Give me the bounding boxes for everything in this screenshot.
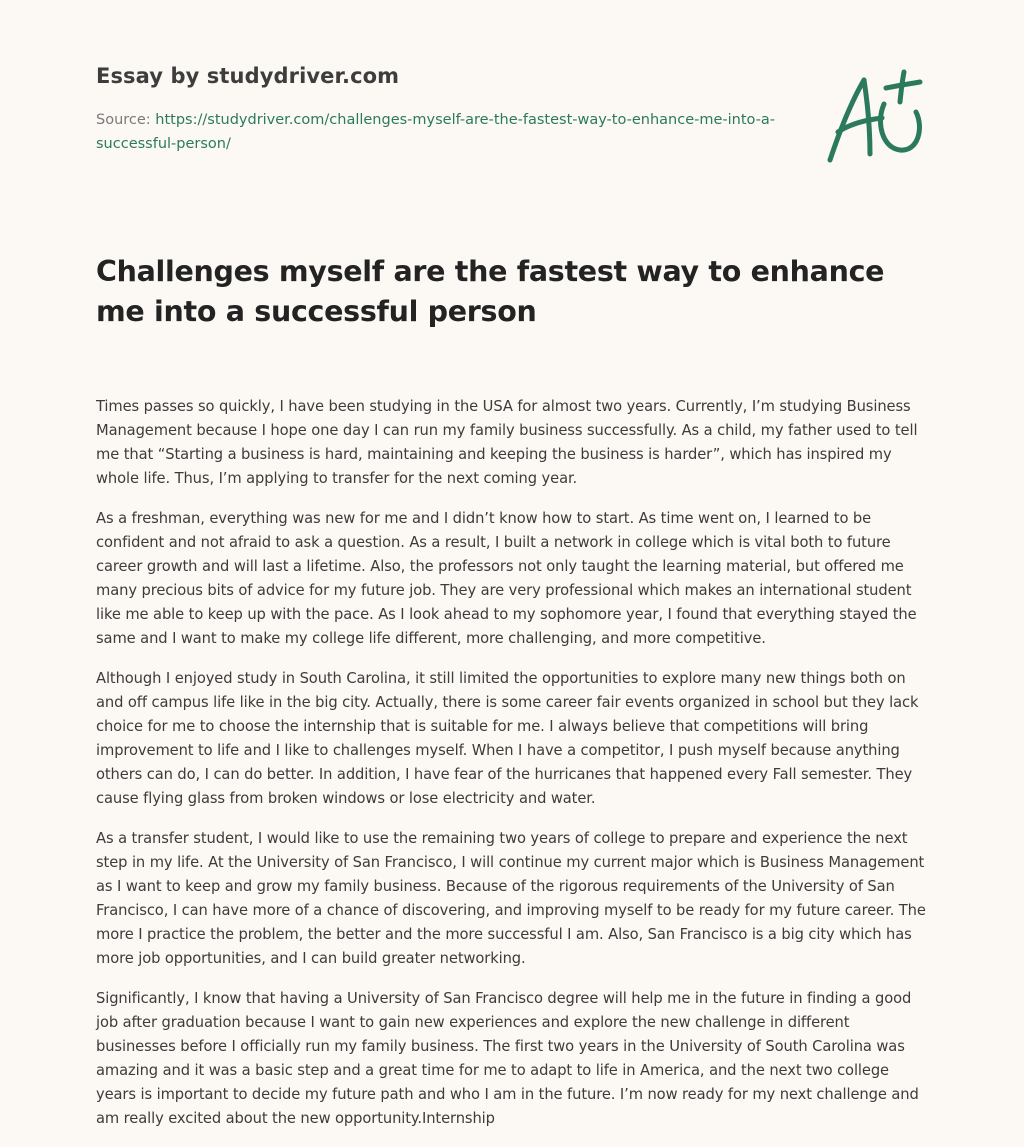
paragraph: Times passes so quickly, I have been studying in the USA for almost two years. Currently, I’m studying Business Management because I hope one day I can run my family business successfully. As a child, my father used to tell me that “Starting a business is hard, maintaining and keeping the business is harder”, which has inspired my whole life. Thus, I’m applying to transfer for the next coming year. — [96, 398, 918, 487]
paragraph: Although I enjoyed study in South Carolina, it still limited the opportunities to explore many new things both on and off campus life like in the big city. Actually, there is some career fair events organized in school but they lack choice for me to choose the internship that is suitable for me. I always believe that competitions will bring improvement to life and I like to challenges myself. When I have a competitor, I push myself because anything others can do, I can do better. In addition, I have fear of the hurricanes that happened every Fall semester. They cause flying glass from broken windows or lose electricity and water. — [96, 670, 919, 807]
source-label: Source: — [96, 112, 156, 128]
source-link[interactable]: https://studydriver.com/challenges-myself-are-the-fastest-way-to-enhance-me-into-a-successful-person/ — [96, 112, 776, 152]
paragraph: As a freshman, everything was new for me and I didn’t know how to start. As time went on, I learned to be confident and not afraid to ask a question. As a result, I built a network in college which is vital both to future career growth and will last a lifetime. Also, the professors not only taught the learning material, but offered me many precious bits of advice for my future job. They are very professional which makes an international student like me able to keep up with the pace. As I look ahead to my sophomore year, I found that everything stayed the same and I want to make my college life different, more challenging, and more competitive. — [96, 510, 917, 647]
brand-title: Essay by studydriver.com — [96, 64, 400, 88]
header — [96, 64, 776, 156]
essay-body — [96, 395, 932, 1147]
essay-title: Challenges myself are the fastest way to enhance me into a successful person — [96, 255, 885, 328]
source-line — [96, 108, 776, 156]
paragraph: As a transfer student, I would like to use the remaining two years of college to prepare and experience the next step in my life. At the University of San Francisco, I will continue my current major which is Business Management as I want to keep and grow my family business. Because of the rigorous requirements of the University of San Francisco, I can have more of a chance of discovering, and improving myself to be ready for my future career. The more I practice the problem, the better and the more successful I am. Also, San Francisco is a big city which has more job opportunities, and I can build greater networking. — [96, 830, 926, 967]
a-plus-logo-icon — [820, 66, 932, 166]
paragraph: Significantly, I know that having a University of San Francisco degree will help me in the future in finding a good job after graduation because I want to gain new experiences and explore the new challenge in different businesses before I officially run my family business. The first two years in the University of South Carolina was amazing and it was a basic step and a great time for me to adapt to life in America, and the next two college years is important to decide my future path and who I am in the future. I’m now ready for my next challenge and am really excited about the new opportunity.Internship — [96, 990, 919, 1127]
